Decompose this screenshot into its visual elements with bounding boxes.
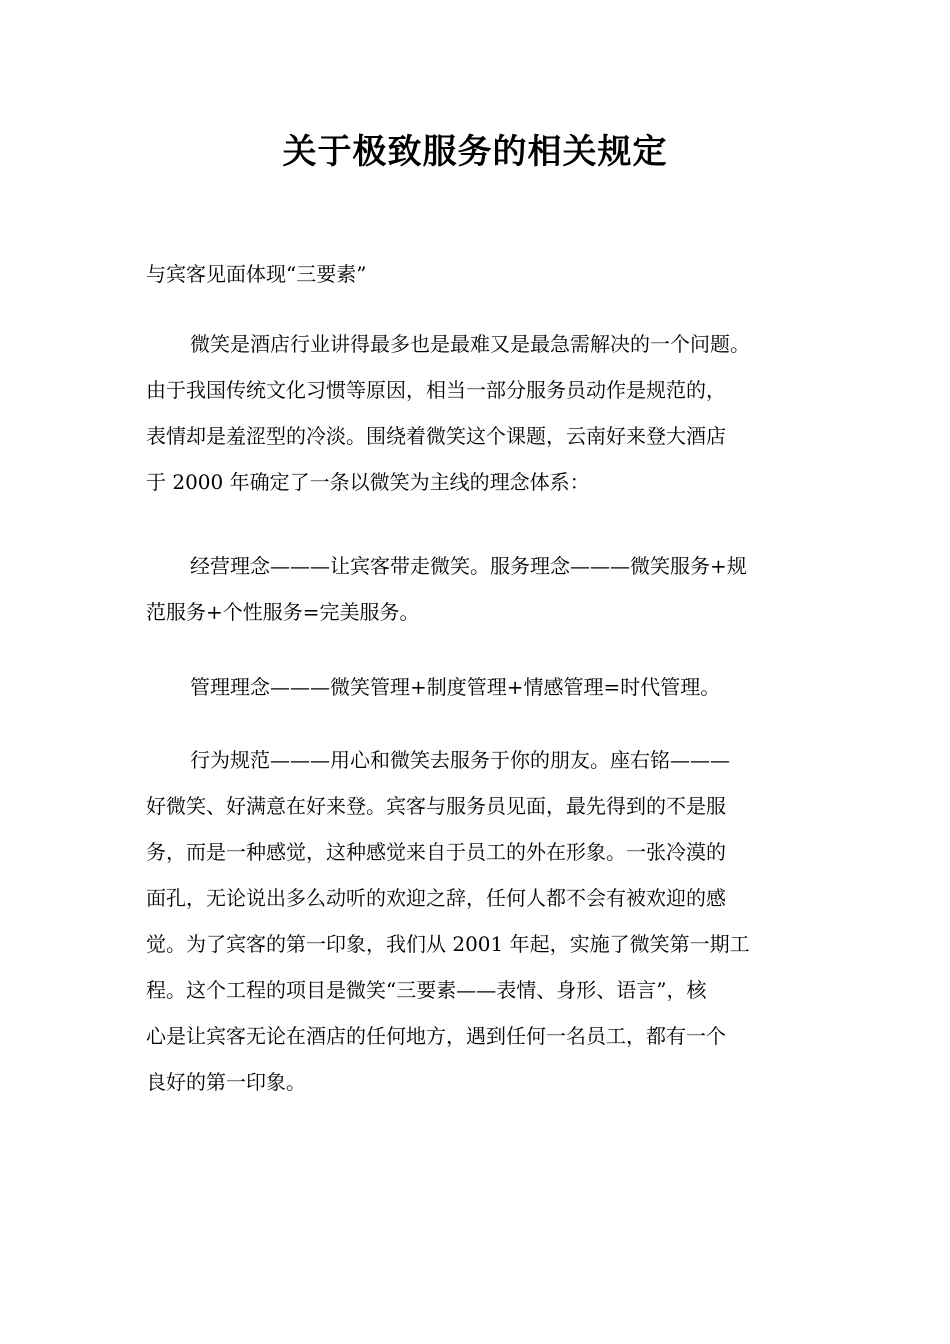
paragraph-line: 程。这个工程的项目是微笑“三要素——表情、身形、语言”，核 [146,978,707,1002]
paragraph-line: 行为规范———用心和微笑去服务于你的朋友。座右铭——— [190,748,730,772]
paragraph-business-philosophy [146,543,810,635]
paragraph-line: 微笑是酒店行业讲得最多也是最难又是最急需解决的一个问题。 [190,332,750,356]
paragraph-line: 良好的第一印象。 [146,1070,306,1094]
section-subheading: 与宾客见面体现“三要素” [146,262,367,286]
paragraph-line: 面孔，无论说出多么动听的欢迎之辞，任何人都不会有被欢迎的感 [146,886,726,910]
document-title: 关于极致服务的相关规定 [282,132,668,172]
paragraph-behavior-norms [146,737,810,1105]
paragraph-line: 经营理念———让宾客带走微笑。服务理念———微笑服务+规 [190,554,747,578]
paragraph-smile-intro [146,321,810,505]
paragraph-management-philosophy [146,664,810,710]
paragraph-line: 心是让宾客无论在酒店的任何地方，遇到任何一名员工，都有一个 [146,1024,726,1048]
paragraph-line: 表情却是羞涩型的冷淡。围绕着微笑这个课题，云南好来登大酒店 [146,424,726,448]
paragraph-line: 管理理念———微笑管理+制度管理+情感管理=时代管理。 [190,675,721,699]
paragraph-line: 觉。为了宾客的第一印象，我们从 2001 年起，实施了微笑第一期工 [146,932,750,956]
paragraph-line: 务，而是一种感觉，这种感觉来自于员工的外在形象。一张冷漠的 [146,840,726,864]
paragraph-line: 好微笑、好满意在好来登。宾客与服务员见面，最先得到的不是服 [146,794,726,818]
paragraph-line: 于 2000 年确定了一条以微笑为主线的理念体系： [146,470,590,494]
paragraph-line: 由于我国传统文化习惯等原因，相当一部分服务员动作是规范的， [146,378,726,402]
paragraph-line: 范服务+个性服务=完美服务。 [146,600,420,624]
